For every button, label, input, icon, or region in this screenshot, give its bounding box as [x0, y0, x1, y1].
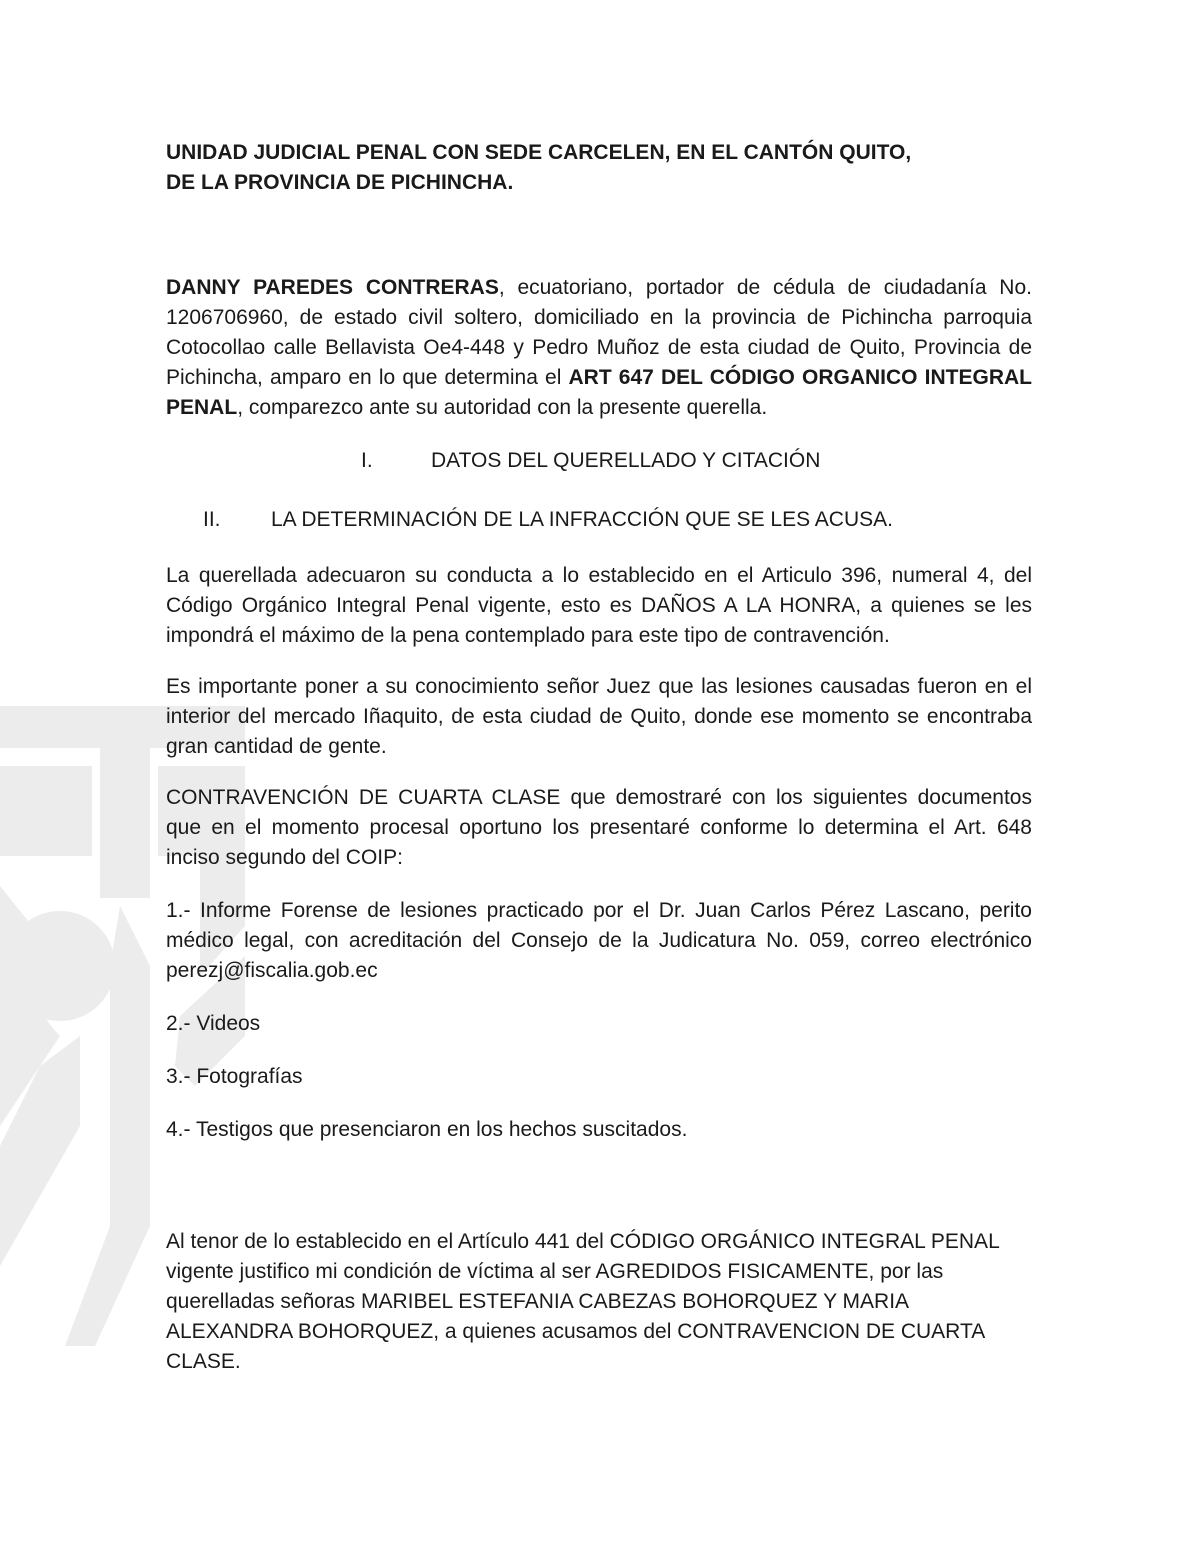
intro-text-1: , ecuatoriano, portador de cédula de ciudadanía No. 1206706960, de estado civil soltero, domiciliado en la provincia de Pichincha parroquia Cotocollao calle Bellavista Oe4-448 y Pedro Muñoz de esta ciudad de Quito, Provincia de Pichincha, amparo en lo que determina el [166, 276, 1032, 389]
section-number-1: I. [361, 449, 373, 472]
paragraph-location: Es importante poner a su conocimiento señor Juez que las lesiones causadas fueron en el interior del mercado Iñaquito, de esta ciudad de Quito, donde ese momento se encontraba gran cantidad de gente. [166, 675, 1032, 758]
paragraph-contravention: CONTRAVENCIÓN DE CUARTA CLASE que demostraré con los siguientes documentos que en el momento procesal oportuno los presentaré conforme lo determina el Art. 648 inciso segundo del COIP: [166, 786, 1032, 869]
closing-paragraph: Al tenor de lo establecido en el Artículo 441 del CÓDIGO ORGÁNICO INTEGRAL PENAL vigente justifico mi condición de víctima al ser AGREDIDOS FISICAMENTE, por las querelladas señoras MARIBEL ESTEFANIA CABEZAS BOHORQUEZ Y MARIA ALEXANDRA BOHORQUEZ, a quienes acusamos del CONTRAVENCION DE CUARTA CLASE. [166, 1230, 999, 1373]
court-heading-line1: UNIDAD JUDICIAL PENAL CON SEDE CARCELEN, EN EL CANTÓN QUITO, [166, 141, 912, 164]
section-title-1: DATOS DEL QUERELLADO Y CITACIÓN [431, 449, 821, 472]
section-title-2: LA DETERMINACIÓN DE LA INFRACCIÓN QUE SE LES ACUSA. [271, 508, 893, 531]
plaintiff-name: DANNY PAREDES CONTRERAS [166, 276, 499, 299]
court-heading [166, 138, 1032, 198]
article-reference: ART 647 DEL CÓDIGO ORGANICO INTEGRAL PENAL [166, 366, 1032, 419]
court-heading-line2: DE LA PROVINCIA DE PICHINCHA. [166, 171, 514, 194]
evidence-item-1: 1.- Informe Forense de lesiones practicado por el Dr. Juan Carlos Pérez Lascano, perito médico legal, con acreditación del Consejo de la Judicatura No. 059, correo electrónico perezj@fiscalia.gob.ec [166, 899, 1032, 982]
section-heading-1 [166, 446, 1032, 476]
document-body [166, 138, 1032, 1377]
intro-paragraph [166, 273, 1032, 423]
paragraph-infraction: La querellada adecuaron su conducta a lo establecido en el Articulo 396, numeral 4, del Código Orgánico Integral Penal vigente, esto es DAÑOS A LA HONRA, a quienes se les impondrá el máximo de la pena contemplado para este tipo de contravención. [166, 564, 1032, 647]
evidence-item-3: 3.- Fotografías [166, 1065, 303, 1088]
section-heading-2 [166, 505, 1032, 535]
intro-text-2: , comparezco ante su autoridad con la presente querella. [237, 396, 768, 419]
evidence-item-2: 2.- Videos [166, 1012, 261, 1035]
section-number-2: II. [203, 508, 221, 531]
evidence-item-4: 4.- Testigos que presenciaron en los hechos suscitados. [166, 1118, 688, 1141]
